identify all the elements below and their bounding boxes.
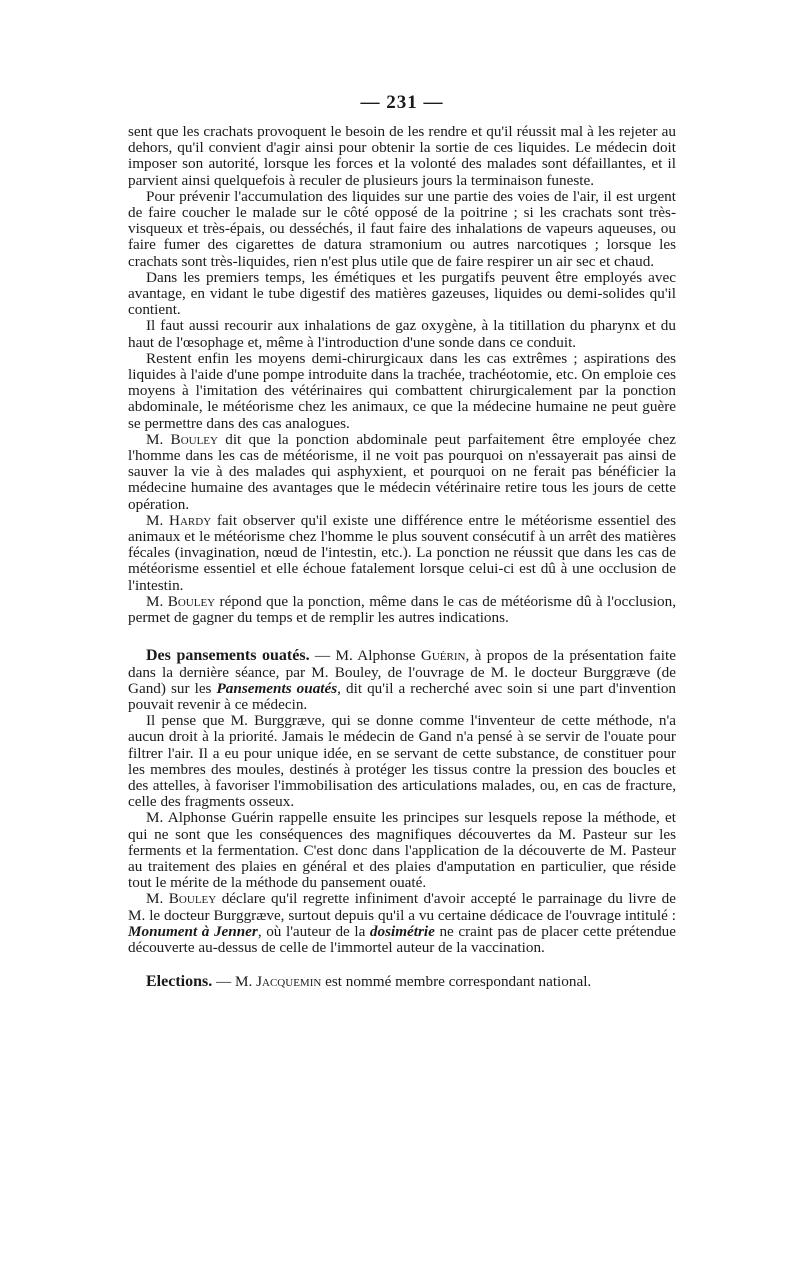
section-elections [128, 974, 676, 990]
paragraph-principles: M. Alphonse Guérin rappelle ensuite les principes sur lesquels repose la méthode, et qui ne sont que les conséquences des magnifiques découvertes da M. Pasteur sur les ferments et la fermentation. C'est donc dans l'application de la découverte de M. Pasteur au traitement des plaies en général et des plaies d'amputation en particulier, que réside tout le mérite de la méthode du pansement ouaté. [128, 809, 676, 892]
paragraph-text: , à propos de la présentation faite dans la dernière séance, par M. Bouley, de l'ouvrage de M. le docteur Burggræve (de Gand) sur les [128, 647, 676, 697]
book-title: Monument à Jenner [128, 922, 258, 940]
paragraph-priority: Il pense que M. Burggræve, qui se donne comme l'inventeur de cette méthode, n'a aucun droit à la priorité. Jamais le médecin de Gand n'a pensé à se servir de l'ouate pour filtrer l'air. Il a eu pour unique idée, en se servant de cette substance, de constituer pour les membres des moules, destinés à protéger les tissus contre la pression des boucles et des attelles, à favoriser l'immobilisation des articulations malades, ou, en cas de fracture, celle des fragments osseux. [128, 712, 676, 811]
paragraph-bouley-puncture [128, 432, 676, 513]
paragraph-text: dit que la ponction abdominale peut parfaitement être employée chez l'homme dans les cas de météorisme, il ne voit pas pourquoi on n'essayerait pas ainsi de sauver la vie à des malades qui asphyxient, et pourquoi on ne ferait pas bénéficier la médecine humaine des avantages que le médecin vétérinaire retire tous les jours de cette opération. [128, 430, 677, 513]
paragraph-text: répond que la ponction, même dans le cas de météorisme dû à l'occlusion, permet de gagner du temps et de remplir les autres indications. [128, 592, 676, 627]
paragraph-text: est nommé membre correspondant national. [321, 973, 592, 991]
paragraph-bouley-regret [128, 891, 676, 956]
section-heading: Elections. [146, 973, 213, 991]
speaker-name: M. Hardy [146, 511, 212, 529]
section-heading: Des pansements ouatés. [146, 647, 310, 665]
section-cotton-dressings [128, 648, 676, 956]
paragraph-text: — M. [212, 973, 257, 991]
paragraph-hardy-observation [128, 513, 676, 594]
paragraph-text: , où l'auteur de la [257, 922, 370, 940]
speaker-name: Guérin [420, 647, 466, 665]
book-title: Pansements ouatés [216, 679, 338, 697]
paragraph-text: déclare qu'il regrette infiniment d'avoir accepté le parrainage du livre de M. le docteur Burggræve, surtout depuis qu'il a vu certaine dédicace de l'ouvrage intitulé : [128, 890, 676, 924]
page-number: — 231 — [360, 92, 444, 113]
section-spacer [128, 956, 676, 974]
paragraph-surgical-means: Restent enfin les moyens demi-chirurgicaux dans les cas extrêmes ; aspirations des liquides à l'aide d'une pompe introduite dans la trachée, trachéotomie, etc. On emploie ces moyens à l'imitation des vétérinaires qui combattent chirurgicalement par la ponction abdominale, le météorisme chez les animaux, ce que la médecine humaine ne peut guère se permettre dans des cas analogues. [128, 349, 676, 432]
member-name: Jacquemin [256, 973, 322, 991]
document-page [128, 92, 676, 990]
paragraph-expectoration: sent que les crachats provoquent le besoin de les rendre et qu'il réussit mal à les rejeter au dehors, qu'il convient d'agir ainsi pour obtenir la sortie de ces liquides. Le médecin doit imposer son autorité, lorsque les forces et la volonté des malades sont défaillantes, et il parvient ainsi quelquefois à reculer de plusieurs jours la terminaison funeste. [128, 123, 676, 189]
paragraph-bouley-reply [128, 594, 676, 626]
speaker-name: M. Bouley [146, 592, 216, 610]
section-spacer [128, 626, 676, 648]
section-continuation [128, 124, 676, 626]
book-title: dosimétrie [369, 922, 435, 940]
paragraph-text: fait observer qu'il existe une différence entre le météorisme essentiel des animaux et le météorisme chez l'homme le plus souvent consécutif à un arrêt des matières fécales (invagination, nœud de l'intestin, etc.). La ponction ne réussit que dans les cas de météorisme essentiel et elle échoue fatalement lorsque celui-ci est dû à une occlusion de l'intestin. [128, 511, 677, 594]
paragraph-inhalations: Il faut aussi recourir aux inhalations de gaz oxygène, à la titillation du pharynx et du haut de l'œsophage et, même à l'introduction d'une sonde dans ce conduit. [128, 317, 676, 351]
speaker-name: M. Bouley [146, 430, 218, 448]
paragraph-text: , dit qu'il a recherché avec soin si une part d'invention pouvait revenir à ce médecin. [128, 679, 677, 713]
paragraph-text: — M. Alphonse [309, 647, 421, 665]
paragraph-elections [128, 974, 676, 990]
paragraph-prevention: Pour prévenir l'accumulation des liquides sur une partie des voies de l'air, il est urgent de faire coucher le malade sur le côté opposé de la poitrine ; si les crachats sont très-visqueux et très-épais, ou desséchés, il faut faire des inhalations de vapeurs aqueuses, ou faire fumer des cigarettes de datura stramonium ou autres narcotiques ; lorsque les crachats sont très-liquides, rien n'est plus utile que de faire respirer un air sec et chaud. [128, 187, 676, 270]
paragraph-emetics: Dans les premiers temps, les émétiques et les purgatifs peuvent être employés avec avantage, en vidant le tube digestif des matières gazeuses, liquides ou demi-solides qu'il contient. [128, 268, 676, 319]
speaker-name: M. Bouley [146, 890, 217, 908]
paragraph-guerin-presentation [128, 648, 676, 713]
paragraph-text: ne craint pas de placer cette prétendue découverte au-dessus de celle de l'immortel auteur de la vaccination. [128, 922, 677, 956]
